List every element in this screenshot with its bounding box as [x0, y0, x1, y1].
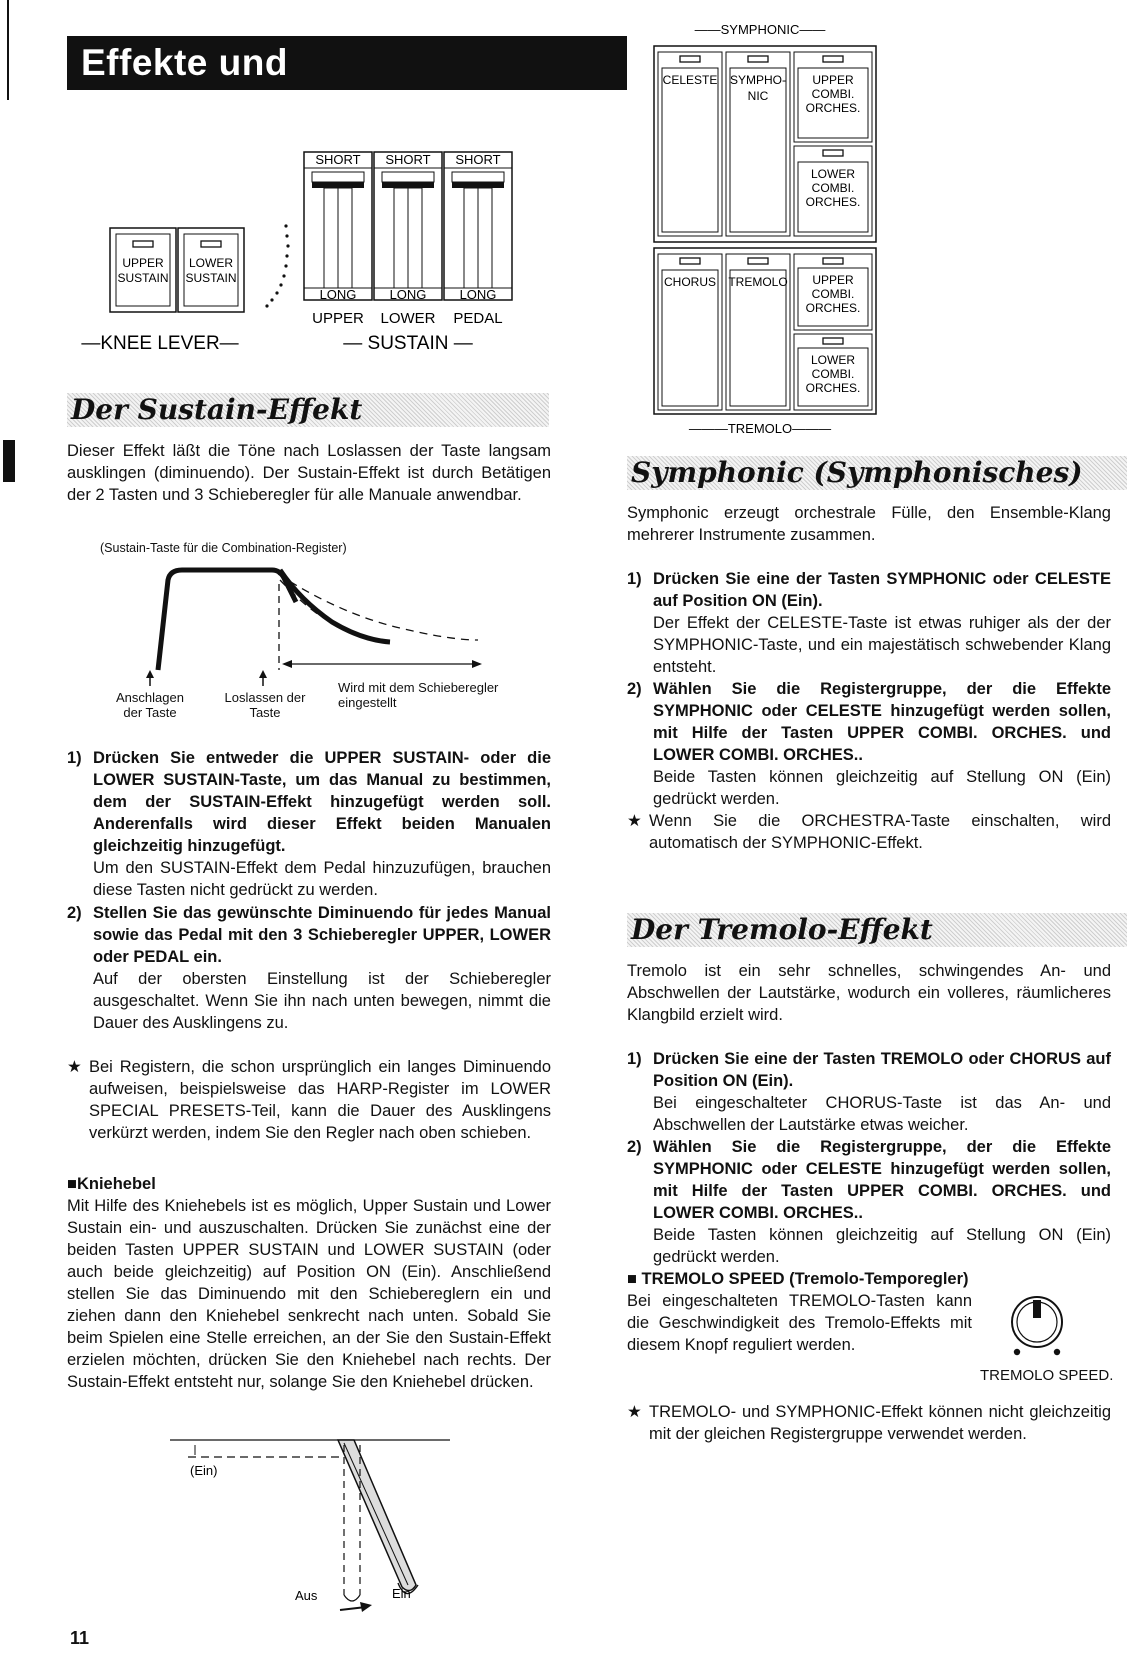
page-edge-rule [7, 0, 9, 100]
sustain-section-heading: Der Sustain-Effekt [67, 393, 549, 427]
svg-text:UPPER: UPPER [812, 273, 854, 287]
svg-text:ORCHES.: ORCHES. [805, 195, 861, 209]
svg-text:ORCHES.: ORCHES. [805, 381, 861, 395]
page-number: 11 [70, 1628, 90, 1648]
chorus-button [658, 254, 722, 410]
page-edge-marker [3, 440, 15, 482]
slider-name-lower: LOWER [380, 310, 436, 327]
slider-lower [374, 152, 442, 302]
celeste-button [658, 52, 722, 236]
knee-diagram-ein-top: (Ein) [190, 1463, 218, 1478]
sustain-panel-illustration [81, 150, 540, 380]
tremolo-speed-knob-label: TREMOLO SPEED. [980, 1367, 1114, 1384]
knee-lever-dotted-link [265, 224, 289, 307]
svg-text:LOWER: LOWER [810, 167, 856, 181]
sustain-diagram-caption: (Sustain-Taste für die Combination-Register) [100, 541, 347, 555]
tremolo-step-1: 1) Drücken Sie eine der Tasten TREMOLO oder CHORUS auf Position ON (Ein). Bei eingeschalteter CHORUS-Taste ist das An- und Abschwellen der Lautstärke etwas weicher. [627, 1050, 1111, 1134]
tremolo-group-label: ———TREMOLO——— [688, 421, 832, 436]
tremolo-speed-text: Bei eingeschalteten TREMOLO-Tasten kann die Geschwindigkeit des Tremolo-Effekts mit diesem Knopf reguliert werden. [627, 1292, 972, 1354]
svg-text:UPPER: UPPER [812, 73, 854, 87]
sustain-star-note: ★ Bei Registern, die schon ursprünglich ein langes Diminuendo aufweisen, beispielsweise das HARP-Register im LOWER SPECIAL PRESETS-Teil, kann die Dauer des Ausklingens verkürzt werden, indem Sie den Regler nach oben schieben. [67, 1058, 551, 1142]
tremolo-button [726, 254, 790, 410]
upper-combi-orches-button-top [794, 52, 872, 142]
slider-pedal-top-label: SHORT [455, 152, 501, 167]
slider-pedal [444, 152, 512, 302]
tremolo-step-2: 2) Wählen Sie die Registergruppe, der die Effekte SYMPHONIC oder CELESTE hinzugefügt werden sollen, mit Hilfe der Tasten UPPER COMBI. ORCHES. und LOWER COMBI. ORCHES.. Beide Tasten können gleichzeitig auf Stellung ON (Ein) gedrückt werden. [627, 1138, 1111, 1266]
sustain-intro: Dieser Effekt läßt die Töne nach Loslassen der Taste langsam ausklingen (diminuendo). Der Sustain-Effekt ist durch Betätigen der 2 Tasten und 3 Schieberegler für alle Manuale anwendbar. [67, 442, 551, 504]
symphonic-button [726, 52, 790, 236]
svg-text:COMBI.: COMBI. [811, 87, 855, 101]
slider-pedal-bottom-label: LONG [459, 287, 497, 302]
lower-combi-orches-button-bottom [794, 334, 872, 410]
knee-diagram-aus: Aus [295, 1588, 318, 1603]
sustain-step-1: 1) Drücken Sie entweder die UPPER SUSTAIN- oder die LOWER SUSTAIN-Taste, um das Manual zu bestimmen, dem der SUSTAIN-Effekt hinzugefügt werden soll. Anderenfalls wird dieser Effekt beiden Manualen gleichzeitig hinzugefügt. Um den SUSTAIN-Effekt dem Pedal hinzuzufügen, brauchen diese Tasten nicht gedrückt zu werden. [67, 749, 551, 899]
tremolo-speed-heading: ■ TREMOLO SPEED (Tremolo-Temporegler) [627, 1270, 969, 1288]
tremolo-intro: Tremolo ist ein sehr schnelles, schwingendes An- und Abschwellen der Lautstärke, wodurch ein volleres, räumlicheres Klangbild erzielt wird. [627, 962, 1111, 1024]
slider-name-upper: UPPER [312, 310, 364, 327]
label-release-key: Loslassen der Taste [224, 690, 306, 720]
svg-text:ORCHES.: ORCHES. [805, 101, 861, 115]
tremolo-speed-knob-icon [1005, 1292, 1075, 1362]
lower-sustain-button [178, 228, 244, 312]
symphonic-section-heading: Symphonic (Symphonisches) [627, 456, 1127, 490]
svg-text:TREMOLO: TREMOLO [728, 275, 788, 289]
slider-upper-bottom-label: LONG [319, 287, 357, 302]
label-press-key: Anschlagen der Taste [116, 690, 184, 720]
knee-lever-text: Mit Hilfe des Kniehebels ist es möglich, Upper Sustain und Lower Sustain ein- und auszuschalten. Drücken Sie zunächst eine der beiden Tasten UPPER SUSTAIN und LOWER SUSTAIN (oder auch beide gleichzeitig) auf Position ON (Ein). Anschließend stellen Sie das Diminuendo mit den Schiebereglern ein und ziehen dann den Kniehebel senkrecht nach unten. Sobald Sie beim Spielen eine Stelle erreichen, an der Sie den Sustain-Effekt erzielen möchten, drücken Sie den Kniehebel nach rechts. Der Sustain-Effekt entsteht nur, solange Sie den Kniehebel drücken. [67, 1197, 551, 1391]
tremolo-section-heading: Der Tremolo-Effekt [627, 913, 1127, 947]
svg-text:COMBI.: COMBI. [811, 181, 855, 195]
symphonic-step-2: 2) Wählen Sie die Registergruppe, der die Effekte SYMPHONIC oder CELESTE hinzugefügt werden sollen, mit Hilfe der Tasten UPPER COMBI. ORCHES. und LOWER COMBI. ORCHES.. Beide Tasten können gleichzeitig auf Stellung ON (Ein) gedrückt werden. [627, 680, 1111, 808]
slider-lower-bottom-label: LONG [389, 287, 427, 302]
symphonic-tremolo-panel [650, 20, 900, 440]
slider-upper [304, 152, 372, 302]
svg-text:NIC: NIC [747, 89, 769, 103]
upper-sustain-label-1: UPPER [122, 256, 164, 270]
slider-upper-top-label: SHORT [315, 152, 361, 167]
upper-combi-orches-button-bottom [794, 254, 872, 330]
lower-combi-orches-button-top [794, 146, 872, 236]
sustain-group-label: — SUSTAIN — [343, 333, 473, 354]
svg-text:CHORUS: CHORUS [663, 275, 717, 289]
page-title: Effekte und Bedienungselemente [67, 36, 627, 90]
symphonic-group-label: ——SYMPHONIC—— [694, 22, 826, 37]
upper-sustain-button [110, 228, 176, 312]
upper-sustain-label-2: SUSTAIN [117, 271, 169, 285]
svg-text:COMBI.: COMBI. [811, 287, 855, 301]
lower-sustain-label-1: LOWER [188, 256, 234, 270]
symphonic-intro: Symphonic erzeugt orchestrale Fülle, den Ensemble-Klang mehrerer Instrumente zusammen. [627, 504, 1111, 544]
slider-name-pedal: PEDAL [453, 310, 503, 327]
knee-lever-diagram [160, 1435, 460, 1615]
knee-lever-label: —KNEE LEVER— [81, 333, 239, 354]
symphonic-step-1: 1) Drücken Sie eine der Tasten SYMPHONIC oder CELESTE auf Position ON (Ein). Der Effekt der CELESTE-Taste ist etwas ruhiger als der der SYMPHONIC-Taste, und ein majestätisch schwebender Klang entsteht. [627, 570, 1111, 676]
knee-diagram-ein: Ein [392, 1586, 411, 1601]
svg-text:ORCHES.: ORCHES. [805, 301, 861, 315]
label-slider-set: Wird mit dem Schieberegler eingestellt [338, 680, 499, 710]
svg-text:LOWER: LOWER [810, 353, 856, 367]
symphonic-star-note: ★ Wenn Sie die ORCHESTRA-Taste einschalten, wird automatisch der SYMPHONIC-Effekt. [627, 812, 1111, 852]
slider-lower-top-label: SHORT [385, 152, 431, 167]
svg-text:CELESTE: CELESTE [662, 73, 718, 87]
lower-sustain-label-2: SUSTAIN [185, 271, 237, 285]
svg-text:COMBI.: COMBI. [811, 367, 855, 381]
sustain-step-2: 2) Stellen Sie das gewünschte Diminuendo für jedes Manual sowie das Pedal mit den 3 Schieberegler UPPER, LOWER oder PEDAL ein. Auf der obersten Einstellung ist der Schieberegler ausgeschaltet. Wenn Sie ihn nach unten bewegen, nimmt die Dauer des Ausklingens zu. [67, 904, 551, 1032]
knee-lever-heading: ■Kniehebel [67, 1175, 156, 1193]
tremolo-star-note: ★ TREMOLO- und SYMPHONIC-Effekt können nicht gleichzeitig mit der gleichen Registergruppe verwendet werden. [627, 1403, 1111, 1443]
svg-text:SYMPHO-: SYMPHO- [729, 73, 787, 87]
